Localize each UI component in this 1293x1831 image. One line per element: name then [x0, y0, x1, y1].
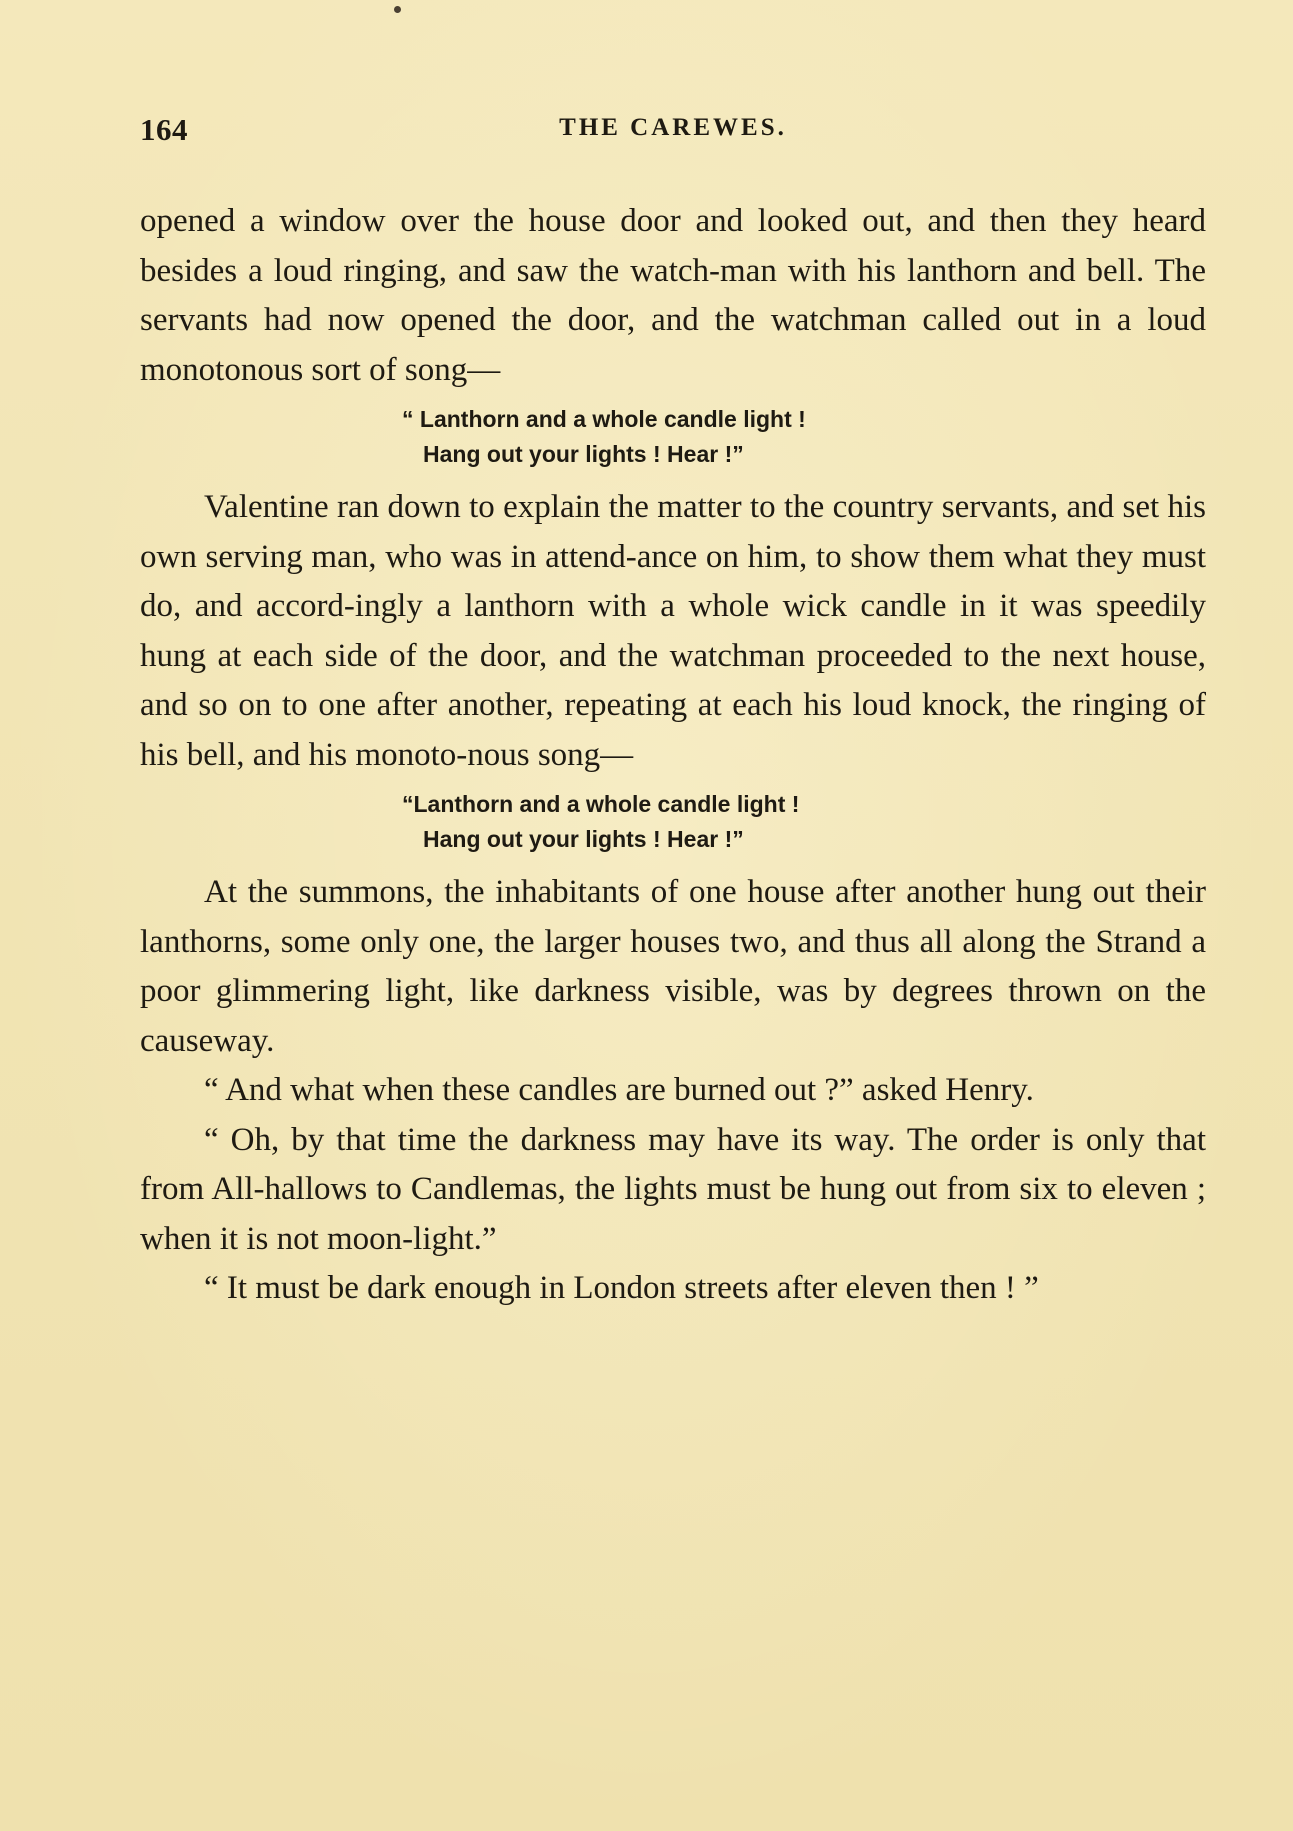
body-text — [140, 197, 1206, 1314]
ink-speck — [394, 6, 401, 13]
paragraph: Valentine ran down to explain the matter to the country servants, and set his own serving man, who was in attend-ance on him, to show them what they must do, and accord-ingly a lanthorn with a whole wick candle in it was speedily hung at each side of the door, and the watchman proceeded to the next house, and so on to one after another, repeating at each his loud knock, the ringing of his bell, and his monoto-nous song— — [140, 489, 1206, 773]
verse-line: “Lanthorn and a whole candle light ! — [402, 791, 800, 817]
verse-quote — [140, 787, 1206, 857]
paragraph: opened a window over the house door and looked out, and then they heard besides a loud ringing, and saw the watch-man with his lanthorn and bell. The servants had now opened the door, and the watchman called out in a loud monotonous sort of song— — [140, 203, 1206, 388]
paragraph: “ And what when these candles are burned out ?” asked Henry. — [204, 1072, 1034, 1108]
paragraph: “ It must be dark enough in London streets after eleven then ! ” — [204, 1270, 1039, 1306]
running-title: THE CAREWES. — [559, 114, 787, 141]
verse-line: Hang out your lights ! Hear !” — [423, 826, 744, 852]
verse-line: “ Lanthorn and a whole candle light ! — [402, 406, 806, 432]
paragraph: At the summons, the inhabitants of one house after another hung out their lanthorns, some only one, the larger houses two, and thus all along the Strand a poor glimmering light, like darkness visible, was by degrees thrown on the causeway. — [140, 874, 1206, 1059]
paragraph: “ Oh, by that time the darkness may have its way. The order is only that from All-hallows to Candlemas, the lights must be hung out from six to eleven ; when it is not moon-light.” — [140, 1121, 1206, 1257]
page-number: 164 — [140, 112, 188, 147]
running-head — [140, 112, 1206, 152]
verse-line: Hang out your lights ! Hear !” — [423, 441, 744, 467]
verse-quote — [140, 402, 1206, 472]
